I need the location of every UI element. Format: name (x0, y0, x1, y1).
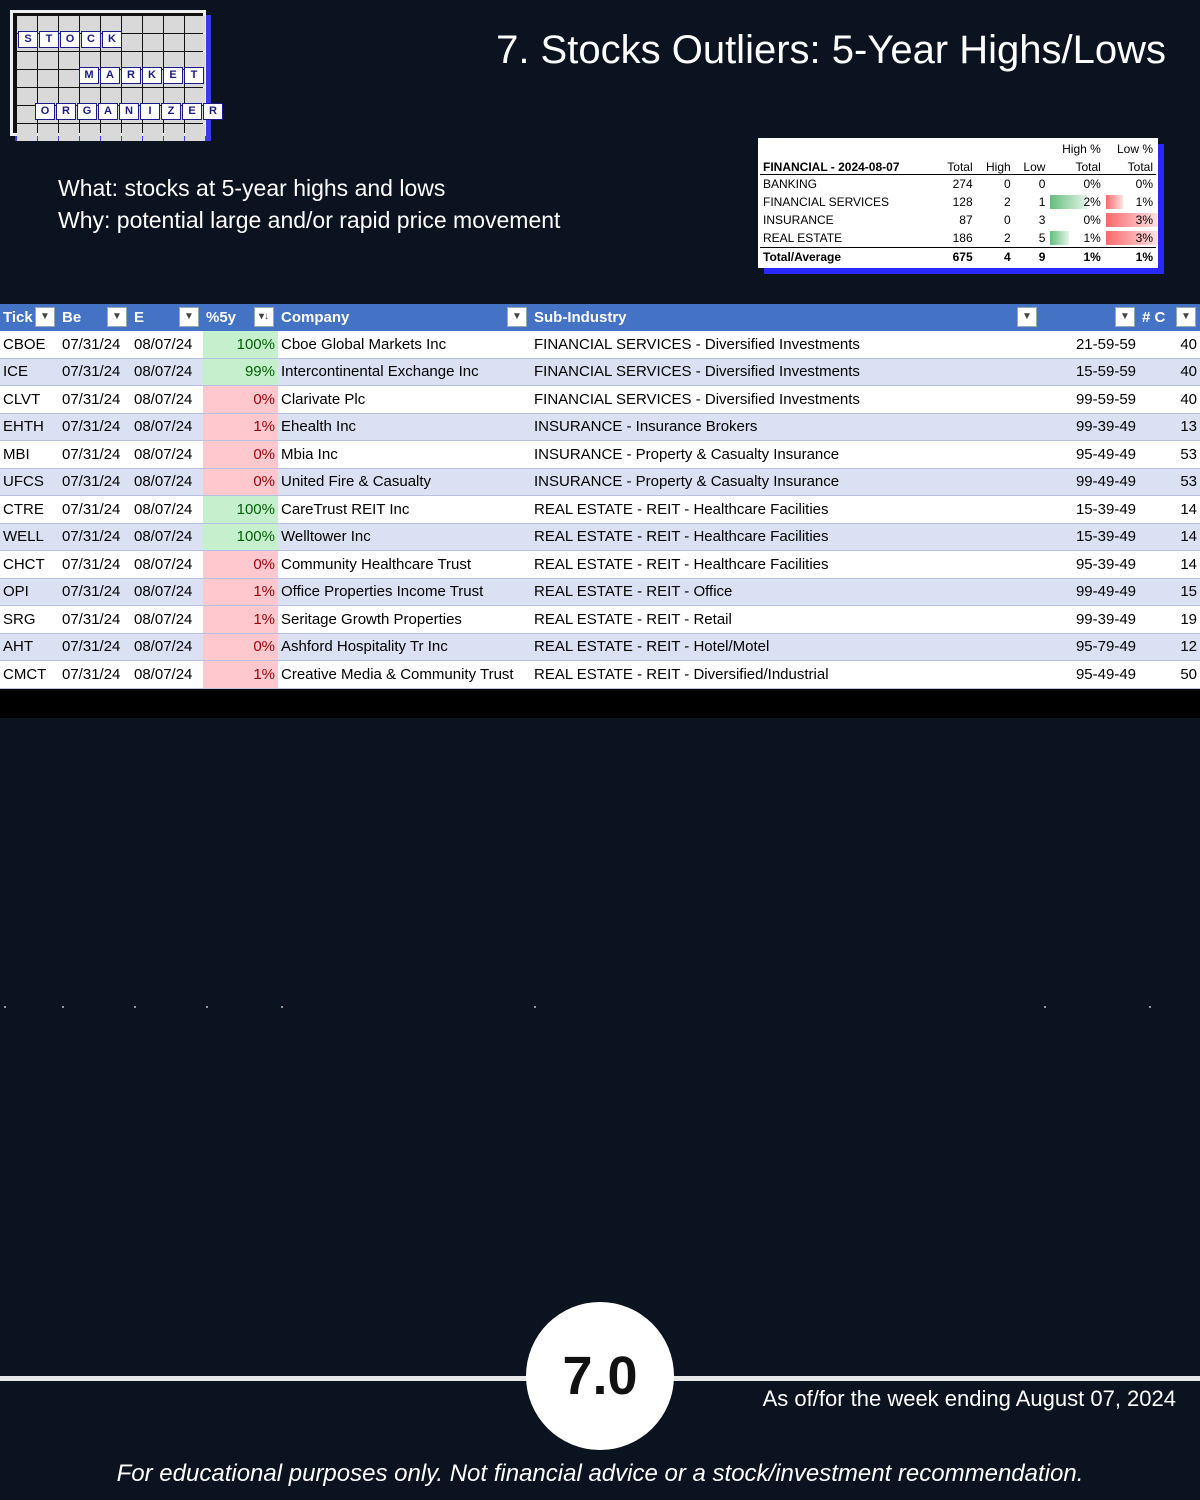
logo-grid-cell (17, 52, 37, 69)
row-marker-dot (206, 1006, 208, 1008)
logo-grid-cell (59, 52, 79, 69)
logo-grid-cell (164, 124, 184, 141)
logo-grid-cell (38, 124, 58, 141)
as-of-date: As of/for the week ending August 07, 2024 (762, 1386, 1176, 1411)
logo-grid-cell (101, 124, 121, 141)
sub-industry-cell: REAL ESTATE - REIT - Diversified/Industrial (531, 661, 1041, 689)
end-date-cell: 08/07/24 (131, 386, 203, 414)
table-row (0, 578, 1200, 606)
code-cell: 99-59-59 (1041, 386, 1139, 414)
logo-grid-cell (185, 124, 205, 141)
code-cell: 99-49-49 (1041, 468, 1139, 496)
row-marker-dot (4, 1006, 6, 1008)
count-cell: 13 (1139, 413, 1200, 441)
end-date-cell: 08/07/24 (131, 551, 203, 579)
begin-date-cell: 07/31/24 (59, 661, 131, 689)
company-cell: Community Healthcare Trust (278, 551, 531, 579)
sub-industry-cell: INSURANCE - Property & Casualty Insurance (531, 468, 1041, 496)
sub-industry-cell: INSURANCE - Insurance Brokers (531, 413, 1041, 441)
table-header-row (0, 304, 1200, 331)
row-marker-dot (62, 1006, 64, 1008)
logo-grid-cell (122, 34, 142, 51)
column-header-label: %5y (206, 309, 237, 326)
end-date-cell: 08/07/24 (131, 661, 203, 689)
begin-date-cell: 07/31/24 (59, 551, 131, 579)
table-row (0, 468, 1200, 496)
column-header-begin[interactable] (59, 304, 131, 331)
ticker-cell: EHTH (0, 413, 59, 441)
row-marker-dot (1149, 1006, 1151, 1008)
table-row (0, 606, 1200, 634)
begin-date-cell: 07/31/24 (59, 413, 131, 441)
sub-industry-cell: FINANCIAL SERVICES - Diversified Investments (531, 386, 1041, 414)
sub-industry-cell: REAL ESTATE - REIT - Healthcare Facilities (531, 523, 1041, 551)
ticker-cell: UFCS (0, 468, 59, 496)
summary-sector: BANKING (763, 177, 818, 191)
pct-5y-cell: 100% (203, 331, 278, 358)
count-cell: 40 (1139, 358, 1200, 386)
summary-row (760, 229, 1156, 248)
sub-industry-cell: REAL ESTATE - REIT - Healthcare Facilities (531, 496, 1041, 524)
logo-grid-cell (17, 88, 37, 105)
pct-5y-cell: 100% (203, 496, 278, 524)
count-cell: 14 (1139, 496, 1200, 524)
filter-dropdown-icon[interactable]: ▼ (507, 307, 527, 327)
table-row (0, 551, 1200, 579)
summary-high-pct-bar (1050, 231, 1068, 245)
logo-grid-cell (38, 70, 58, 87)
end-date-cell: 08/07/24 (131, 606, 203, 634)
sort-filter-icon[interactable]: ▾↓ (254, 307, 274, 327)
logo-grid-cell (185, 34, 205, 51)
outliers-table (0, 304, 1200, 689)
summary-high-pct (1048, 211, 1103, 229)
summary-low: 1 (1038, 195, 1046, 209)
summary-header-low-pct: Low % (1116, 142, 1153, 156)
company-cell: Seritage Growth Properties (278, 606, 531, 634)
count-cell: 40 (1139, 331, 1200, 358)
logo-letter: O (60, 31, 80, 48)
end-date-cell: 08/07/24 (131, 468, 203, 496)
sub-industry-cell: REAL ESTATE - REIT - Healthcare Facilities (531, 551, 1041, 579)
summary-row (760, 211, 1156, 229)
pct-5y-cell: 1% (203, 578, 278, 606)
page-title: 7. Stocks Outliers: 5-Year Highs/Lows (496, 28, 1166, 72)
company-cell: Creative Media & Community Trust (278, 661, 531, 689)
count-cell: 53 (1139, 441, 1200, 469)
company-cell: Mbia Inc (278, 441, 531, 469)
logo-letter: O (35, 103, 55, 120)
summary-high-pct-bar (1050, 195, 1087, 209)
summary-total-row (760, 248, 1156, 267)
end-date-cell: 08/07/24 (131, 523, 203, 551)
summary-row (760, 175, 1156, 194)
begin-date-cell: 07/31/24 (59, 358, 131, 386)
summary-total-low_pct: 1% (1104, 248, 1156, 267)
logo-grid-cell (80, 124, 100, 141)
summary-low-pct-text: 3% (1135, 231, 1153, 245)
code-cell: 99-39-49 (1041, 413, 1139, 441)
summary-sector: INSURANCE (763, 213, 834, 227)
summary-row (760, 193, 1156, 211)
table-row (0, 661, 1200, 689)
logo-grid-cell (59, 124, 79, 141)
summary-low-pct (1104, 193, 1156, 211)
outliers-table-area (0, 304, 1200, 718)
summary-high-pct-text: 1% (1083, 231, 1101, 245)
end-date-cell: 08/07/24 (131, 358, 203, 386)
summary-high: 0 (1003, 213, 1011, 227)
table-row (0, 413, 1200, 441)
count-cell: 19 (1139, 606, 1200, 634)
summary-high: 0 (1003, 177, 1011, 191)
logo-letter: E (163, 67, 183, 84)
column-header-label: Company (281, 309, 350, 326)
summary-high-pct (1048, 175, 1103, 194)
summary-header-high-pct: High % (1062, 142, 1101, 156)
pct-5y-cell: 0% (203, 468, 278, 496)
ticker-cell: CHCT (0, 551, 59, 579)
company-cell: CareTrust REIT Inc (278, 496, 531, 524)
summary-total-high: 4 (976, 248, 1014, 267)
column-header-ticker[interactable] (0, 304, 59, 331)
logo-grid-cell (143, 124, 163, 141)
company-cell: Ashford Hospitality Tr Inc (278, 633, 531, 661)
pct-5y-cell: 0% (203, 386, 278, 414)
column-header-code[interactable] (1041, 304, 1139, 331)
summary-header-low: Low (1014, 156, 1049, 175)
code-cell: 21-59-59 (1041, 331, 1139, 358)
sub-industry-cell: INSURANCE - Property & Casualty Insurance (531, 441, 1041, 469)
logo-letter: A (100, 67, 120, 84)
code-cell: 15-39-49 (1041, 523, 1139, 551)
begin-date-cell: 07/31/24 (59, 523, 131, 551)
summary-low: 5 (1038, 231, 1046, 245)
logo-grid-cell (143, 16, 163, 33)
begin-date-cell: 07/31/24 (59, 331, 131, 358)
summary-header-high: High (976, 156, 1014, 175)
logo-word-stock (18, 31, 122, 48)
empty-row-markers (0, 998, 1200, 1022)
company-cell: Welltower Inc (278, 523, 531, 551)
code-cell: 99-49-49 (1041, 578, 1139, 606)
end-date-cell: 08/07/24 (131, 496, 203, 524)
summary-low-pct (1104, 211, 1156, 229)
logo-grid-cell (122, 16, 142, 33)
code-cell: 15-39-49 (1041, 496, 1139, 524)
logo-letter: E (182, 103, 202, 120)
summary-high-pct (1048, 193, 1103, 211)
pct-5y-cell: 1% (203, 413, 278, 441)
filter-dropdown-icon[interactable]: ▼ (1176, 307, 1196, 327)
stock-market-organizer-logo (10, 10, 217, 136)
ticker-cell: CTRE (0, 496, 59, 524)
logo-letter: G (77, 103, 97, 120)
count-cell: 50 (1139, 661, 1200, 689)
begin-date-cell: 07/31/24 (59, 496, 131, 524)
table-row (0, 331, 1200, 358)
company-cell: Office Properties Income Trust (278, 578, 531, 606)
end-date-cell: 08/07/24 (131, 578, 203, 606)
logo-letter: C (81, 31, 101, 48)
summary-high-pct (1048, 229, 1103, 248)
end-date-cell: 08/07/24 (131, 633, 203, 661)
ticker-cell: WELL (0, 523, 59, 551)
row-marker-dot (281, 1006, 283, 1008)
table-row (0, 386, 1200, 414)
pct-5y-cell: 0% (203, 633, 278, 661)
code-cell: 95-39-49 (1041, 551, 1139, 579)
table-row (0, 358, 1200, 386)
count-cell: 14 (1139, 551, 1200, 579)
begin-date-cell: 07/31/24 (59, 606, 131, 634)
logo-letter: M (79, 67, 99, 84)
summary-low-pct-bar (1106, 195, 1123, 209)
summary-header-top (760, 138, 1156, 156)
company-cell: Ehealth Inc (278, 413, 531, 441)
summary-high: 2 (1003, 195, 1011, 209)
logo-grid-cell (17, 124, 37, 141)
summary-total: 128 (952, 195, 973, 209)
filter-dropdown-icon[interactable]: ▼ (179, 307, 199, 327)
summary-low: 0 (1038, 177, 1046, 191)
logo-letter: K (142, 67, 162, 84)
begin-date-cell: 07/31/24 (59, 441, 131, 469)
code-cell: 95-49-49 (1041, 661, 1139, 689)
logo-word-market (79, 67, 204, 84)
ticker-cell: CMCT (0, 661, 59, 689)
logo-letter: T (184, 67, 204, 84)
table-row (0, 523, 1200, 551)
logo-grid-cell (59, 70, 79, 87)
ticker-cell: SRG (0, 606, 59, 634)
sub-industry-cell: REAL ESTATE - REIT - Retail (531, 606, 1041, 634)
table-row (0, 441, 1200, 469)
logo-grid-cell (164, 16, 184, 33)
count-cell: 53 (1139, 468, 1200, 496)
logo-letter: R (121, 67, 141, 84)
company-cell: Cboe Global Markets Inc (278, 331, 531, 358)
count-cell: 15 (1139, 578, 1200, 606)
table-row (0, 496, 1200, 524)
code-cell: 95-79-49 (1041, 633, 1139, 661)
pct-5y-cell: 99% (203, 358, 278, 386)
column-header-sub-industry[interactable] (531, 304, 1041, 331)
filter-dropdown-icon[interactable]: ▼ (1017, 307, 1037, 327)
pct-5y-cell: 0% (203, 441, 278, 469)
summary-low-pct-text: 0% (1135, 177, 1153, 191)
count-cell: 40 (1139, 386, 1200, 414)
sub-industry-cell: REAL ESTATE - REIT - Hotel/Motel (531, 633, 1041, 661)
section-number-badge: 7.0 (526, 1302, 674, 1450)
row-marker-dot (134, 1006, 136, 1008)
summary-header-high-total: Total (1048, 156, 1103, 175)
column-header-label: Be (62, 309, 82, 326)
why-line: Why: potential large and/or rapid price movement (58, 207, 561, 233)
summary-low-pct-text: 1% (1135, 195, 1153, 209)
filter-dropdown-icon[interactable]: ▼ (35, 307, 55, 327)
row-marker-dot (534, 1006, 536, 1008)
column-header-label: Sub-Industry (534, 309, 627, 326)
summary-low-pct (1104, 175, 1156, 194)
summary-header-low-total: Total (1104, 156, 1156, 175)
table-row (0, 633, 1200, 661)
summary-total: 87 (959, 213, 973, 227)
logo-grid-cell (185, 16, 205, 33)
row-marker-dot (1044, 1006, 1046, 1008)
company-cell: United Fire & Casualty (278, 468, 531, 496)
column-header-label: Tick (3, 309, 33, 326)
summary-high: 2 (1003, 231, 1011, 245)
disclaimer: For educational purposes only. Not financial advice or a stock/investment recommendation. (116, 1460, 1084, 1487)
begin-date-cell: 07/31/24 (59, 578, 131, 606)
what-why-text (58, 172, 560, 236)
begin-date-cell: 07/31/24 (59, 386, 131, 414)
end-date-cell: 08/07/24 (131, 331, 203, 358)
begin-date-cell: 07/31/24 (59, 468, 131, 496)
summary-total-total: 675 (937, 248, 976, 267)
logo-letter: T (39, 31, 59, 48)
end-date-cell: 08/07/24 (131, 413, 203, 441)
summary-total: 186 (952, 231, 973, 245)
code-cell: 95-49-49 (1041, 441, 1139, 469)
logo-letter: Z (161, 103, 181, 120)
column-header-label: E (134, 309, 145, 326)
company-cell: Clarivate Plc (278, 386, 531, 414)
end-date-cell: 08/07/24 (131, 441, 203, 469)
summary-total-sector: Total/Average (760, 248, 937, 267)
logo-grid-cell (164, 34, 184, 51)
summary-total-high_pct: 1% (1048, 248, 1103, 267)
summary-sector: FINANCIAL SERVICES (763, 195, 890, 209)
sub-industry-cell: REAL ESTATE - REIT - Office (531, 578, 1041, 606)
pct-5y-cell: 1% (203, 606, 278, 634)
logo-letter: R (56, 103, 76, 120)
logo-grid-cell (38, 52, 58, 69)
code-cell: 15-59-59 (1041, 358, 1139, 386)
logo-letter: S (18, 31, 38, 48)
ticker-cell: OPI (0, 578, 59, 606)
summary-low-pct (1104, 229, 1156, 248)
count-cell: 12 (1139, 633, 1200, 661)
logo-letter: K (102, 31, 122, 48)
filter-dropdown-icon[interactable]: ▼ (107, 307, 127, 327)
summary-header (760, 156, 1156, 175)
ticker-cell: CBOE (0, 331, 59, 358)
summary-low-pct-text: 3% (1135, 213, 1153, 227)
column-header-end[interactable] (131, 304, 203, 331)
filter-dropdown-icon[interactable]: ▼ (1115, 307, 1135, 327)
summary-header-total: Total (937, 156, 976, 175)
pct-5y-cell: 1% (203, 661, 278, 689)
begin-date-cell: 07/31/24 (59, 633, 131, 661)
company-cell: Intercontinental Exchange Inc (278, 358, 531, 386)
what-line: What: stocks at 5-year highs and lows (58, 175, 446, 201)
ticker-cell: MBI (0, 441, 59, 469)
sub-industry-cell: FINANCIAL SERVICES - Diversified Investments (531, 331, 1041, 358)
summary-low: 3 (1038, 213, 1046, 227)
ticker-cell: AHT (0, 633, 59, 661)
ticker-cell: CLVT (0, 386, 59, 414)
summary-total: 274 (952, 177, 973, 191)
column-header-company[interactable] (278, 304, 531, 331)
column-header-pct-5y[interactable] (203, 304, 278, 331)
logo-letter: A (98, 103, 118, 120)
summary-high-pct-text: 0% (1083, 213, 1101, 227)
summary-sector: REAL ESTATE (763, 231, 843, 245)
column-header-count[interactable] (1139, 304, 1200, 331)
pct-5y-cell: 100% (203, 523, 278, 551)
count-cell: 14 (1139, 523, 1200, 551)
financial-summary-table (758, 138, 1158, 268)
summary-header-sector: FINANCIAL - 2024-08-07 (760, 156, 937, 175)
logo-grid-cell (143, 34, 163, 51)
column-header-label: # C (1142, 309, 1166, 326)
sub-industry-cell: FINANCIAL SERVICES - Diversified Investments (531, 358, 1041, 386)
summary-total-low: 9 (1014, 248, 1049, 267)
logo-word-organizer (35, 103, 223, 120)
logo-grid-cell (17, 70, 37, 87)
pct-5y-cell: 0% (203, 551, 278, 579)
logo-letter: R (203, 103, 223, 120)
ticker-cell: ICE (0, 358, 59, 386)
summary-high-pct-text: 0% (1083, 177, 1101, 191)
logo-letter: I (140, 103, 160, 120)
logo-letter: N (119, 103, 139, 120)
logo-grid-cell (122, 124, 142, 141)
summary-high-pct-text: 2% (1083, 195, 1101, 209)
code-cell: 99-39-49 (1041, 606, 1139, 634)
logo-grid-cell (17, 106, 37, 123)
